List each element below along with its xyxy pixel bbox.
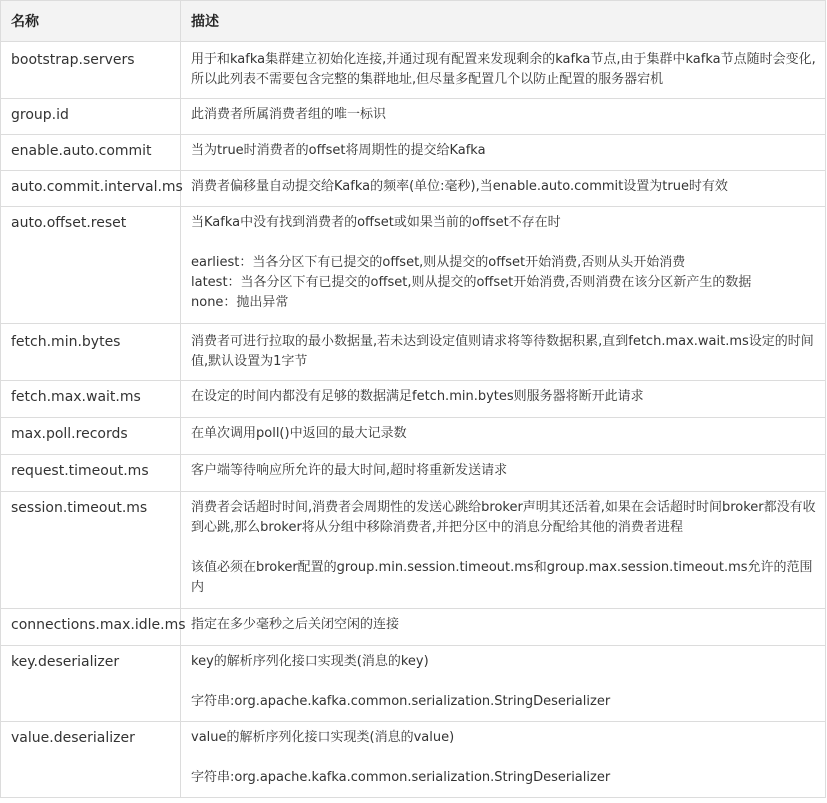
row-name: fetch.min.bytes (1, 324, 181, 381)
desc-line: 字符串:org.apache.kafka.common.serialization.StringDeserializer (191, 770, 611, 785)
desc-line: none：抛出异常 (191, 295, 289, 310)
desc-line: 在单次调用poll()中返回的最大记录数 (191, 426, 407, 441)
row-desc (181, 381, 826, 418)
row-desc (181, 722, 826, 798)
row-name: group.id (1, 99, 181, 135)
table-row (1, 324, 826, 381)
table-row (1, 646, 826, 722)
row-desc (181, 646, 826, 722)
desc-line: latest：当各分区下有已提交的offset,则从提交的offset开始消费,否则消费在该分区新产生的数据 (191, 275, 752, 290)
row-name: bootstrap.servers (1, 42, 181, 99)
desc-line: 在设定的时间内都没有足够的数据满足fetch.min.bytes则服务器将断开此请求 (191, 389, 644, 404)
desc-line: key的解析序列化接口实现类(消息的key) (191, 654, 429, 669)
row-desc (181, 171, 826, 207)
row-name: connections.max.idle.ms (1, 609, 181, 646)
desc-line: 该值必须在broker配置的group.min.session.timeout.ms和group.max.session.timeout.ms允许的范围内 (191, 560, 813, 595)
table-row (1, 207, 826, 324)
row-desc (181, 207, 826, 324)
desc-line: 指定在多少毫秒之后关闭空闲的连接 (191, 617, 400, 632)
table-row (1, 418, 826, 455)
desc-line: 当为true时消费者的offset将周期性的提交给Kafka (191, 143, 486, 158)
table-row (1, 492, 826, 609)
desc-line: earliest：当各分区下有已提交的offset,则从提交的offset开始消费,否则从头开始消费 (191, 255, 686, 270)
row-name: fetch.max.wait.ms (1, 381, 181, 418)
paragraph-gap (191, 538, 818, 558)
desc-line: value的解析序列化接口实现类(消息的value) (191, 730, 455, 745)
desc-line: 客户端等待响应所允许的最大时间,超时将重新发送请求 (191, 463, 508, 478)
row-name: max.poll.records (1, 418, 181, 455)
desc-line: 消费者偏移量自动提交给Kafka的频率(单位:毫秒),当enable.auto.commit设置为true时有效 (191, 179, 728, 194)
desc-line: 消费者会话超时时间,消费者会周期性的发送心跳给broker声明其还活着,如果在会话超时时间broker都没有收到心跳,那么broker将从分组中移除消费者,并把分区中的消息分配给其他的消费者进程 (191, 500, 816, 535)
table-row (1, 99, 826, 135)
paragraph-gap (191, 748, 818, 768)
desc-line: 用于和kafka集群建立初始化连接,并通过现有配置来发现剩余的kafka节点,由于集群中kafka节点随时会变化,所以此列表不需要包含完整的集群地址,但尽量多配置几个以防止配置的服务器宕机 (191, 52, 816, 87)
row-name: session.timeout.ms (1, 492, 181, 609)
header-name: 名称 (1, 1, 181, 42)
table-row (1, 171, 826, 207)
row-name: enable.auto.commit (1, 135, 181, 171)
desc-line: 此消费者所属消费者组的唯一标识 (191, 107, 387, 122)
table-row (1, 722, 826, 798)
desc-line: 当Kafka中没有找到消费者的offset或如果当前的offset不存在时 (191, 215, 561, 230)
desc-line: 消费者可进行拉取的最小数据量,若未达到设定值则请求将等待数据积累,直到fetch.max.wait.ms设定的时间值,默认设置为1字节 (191, 334, 814, 369)
desc-line: 字符串:org.apache.kafka.common.serialization.StringDeserializer (191, 694, 611, 709)
row-name: request.timeout.ms (1, 455, 181, 492)
table-row (1, 135, 826, 171)
row-name: key.deserializer (1, 646, 181, 722)
row-name: auto.commit.interval.ms (1, 171, 181, 207)
row-name: value.deserializer (1, 722, 181, 798)
row-desc (181, 135, 826, 171)
header-desc: 描述 (181, 1, 826, 42)
paragraph-gap (191, 672, 818, 692)
row-desc (181, 492, 826, 609)
table-row (1, 609, 826, 646)
paragraph-gap (191, 233, 818, 253)
row-name: auto.offset.reset (1, 207, 181, 324)
row-desc (181, 418, 826, 455)
row-desc (181, 324, 826, 381)
row-desc (181, 42, 826, 99)
row-desc (181, 99, 826, 135)
table-row (1, 455, 826, 492)
row-desc (181, 609, 826, 646)
table-row (1, 381, 826, 418)
table-header-row (1, 1, 826, 42)
row-desc (181, 455, 826, 492)
table-row (1, 42, 826, 99)
